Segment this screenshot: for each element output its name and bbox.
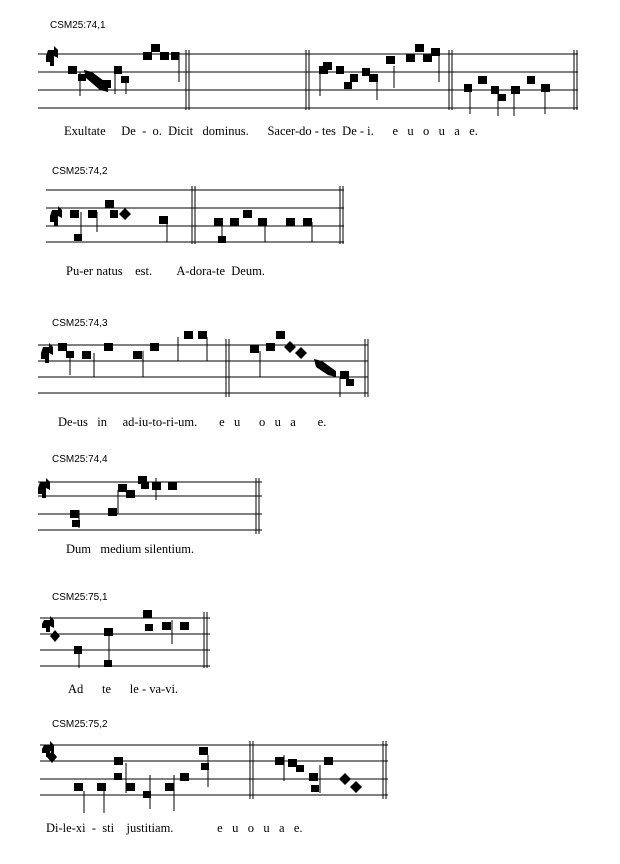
chant-system-1 bbox=[0, 0, 620, 150]
system-label: CSM25:75,1 bbox=[52, 592, 108, 603]
system-label: CSM25:74,4 bbox=[52, 454, 108, 465]
lyrics-line: Pu-er natus est. A-dora-te Deum. bbox=[66, 264, 265, 278]
system-label: CSM25:74,3 bbox=[52, 318, 108, 329]
system-label: CSM25:74,1 bbox=[50, 20, 106, 31]
staff-notation bbox=[0, 331, 620, 421]
staff-notation bbox=[0, 606, 620, 688]
staff-notation bbox=[0, 180, 620, 270]
lyrics-line: Di-le-xi - sti justitiam. e u o u a e. bbox=[46, 821, 303, 835]
chant-system-2 bbox=[0, 160, 620, 290]
lyrics-line: De-us in ad-iu-to-ri-um. e u o u a e. bbox=[58, 415, 327, 429]
chant-system-5 bbox=[0, 588, 620, 703]
lyrics-line: Ad te le - va-vi. bbox=[68, 682, 179, 696]
lyrics-line: Dum medium silentium. bbox=[66, 542, 195, 556]
system-label: CSM25:75,2 bbox=[52, 719, 108, 730]
chant-system-3 bbox=[0, 313, 620, 443]
staff-notation bbox=[0, 468, 620, 548]
staff-notation bbox=[0, 735, 620, 825]
system-label: CSM25:74,2 bbox=[52, 166, 108, 177]
chant-system-4 bbox=[0, 450, 620, 565]
lyrics-line: Exultate De - o. Dicit dominus. Sacer-do - tes De - i. e u o u a e. bbox=[64, 124, 478, 138]
chant-system-6 bbox=[0, 717, 620, 857]
